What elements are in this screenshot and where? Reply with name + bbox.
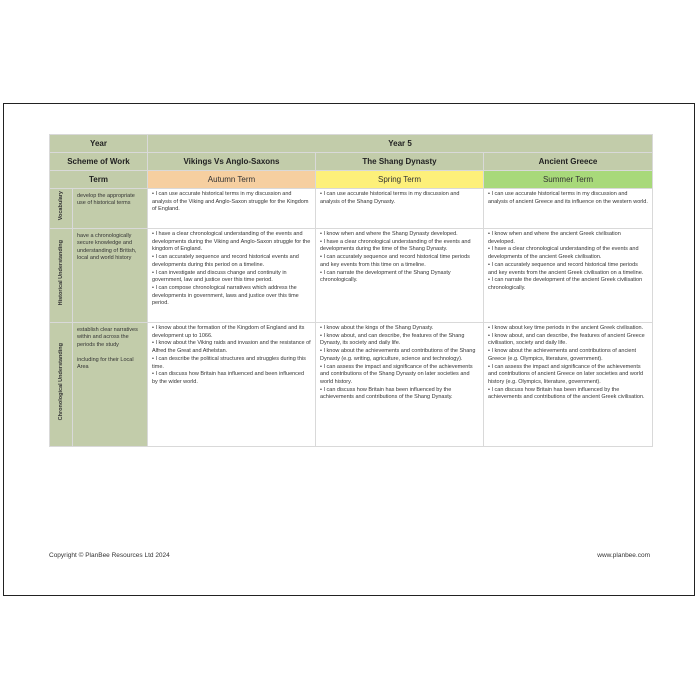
- objective-cell: • I can use accurate historical terms in my discussion and analysis of the Viking and Anglo-Saxon struggle for the Kingdom of England.: [148, 189, 316, 229]
- objective-cell: • I can use accurate historical terms in my discussion and analysis of the Shang Dynasty.: [316, 189, 484, 229]
- footer-copyright: Copyright © PlanBee Resources Ltd 2024: [49, 552, 170, 559]
- row-label-vocabulary: Vocabulary: [50, 189, 73, 229]
- objective-cell: • I know about the kings of the Shang Dynasty. • I know about, and can describe, the features of the Shang Dynasty, its society and daily life. • I know about the achievements and contributions of the Shang Dynasty (e.g. writing, agriculture, science and technology). • I can assess the impact and significance of the achievements and contributions of the Shang Dynasty on later societies and world history. • I can discuss how Britain has been influenced by the achievements and contributions of the Shang Dynasty.: [316, 323, 484, 447]
- scheme-shang: The Shang Dynasty: [316, 153, 484, 171]
- table-row: [50, 323, 653, 447]
- year-label: Year: [50, 135, 148, 153]
- table-row: [50, 189, 653, 229]
- row-description: have a chronologically secure knowledge and understanding of British, local and world history: [73, 229, 148, 323]
- scheme-label: Scheme of Work: [50, 153, 148, 171]
- row-label-chronological-understanding: Chronological Understanding: [50, 323, 73, 447]
- curriculum-table: [49, 134, 653, 447]
- objective-cell: • I know when and where the Shang Dynasty developed. • I have a clear chronological understanding of the events and developments during the time of the Shang Dynasty. • I can accurately sequence and record historical time periods and key events from this time on a timeline. • I can narrate the development of the Shang Dynasty chronologically.: [316, 229, 484, 323]
- row-label-historical-understanding: Historical Understanding: [50, 229, 73, 323]
- objective-cell: • I have a clear chronological understanding of the events and developments during the Viking and Anglo-Saxon struggle for the kingdom of England. • I can accurately sequence and record historical events and developments during this period on a timeline. • I can investigate and discuss change and continuity in government, law and justice over this time period. • I can compose chronological narratives which address the developments in government, laws and justice over this time period.: [148, 229, 316, 323]
- row-description: establish clear narratives within and across the periods the study including for their Local Area: [73, 323, 148, 447]
- term-label: Term: [50, 171, 148, 189]
- objective-cell: • I can use accurate historical terms in my discussion and analysis of ancient Greece and its influence on the western world.: [484, 189, 653, 229]
- objective-cell: • I know about key time periods in the ancient Greek civilisation. • I know about, and can describe, the features of ancient Greece civilisation, society and daily life. • I know about the achievements and contributions of ancient Greece (e.g. Olympics, literature, government). • I can assess the impact and significance of the achievements and contributions of ancient Greece on later societies and world history (e.g. Olympics, literature, government). • I can discuss how Britain has been influenced by the achievements and contributions of the ancient Greek civilisation.: [484, 323, 653, 447]
- year-value: Year 5: [148, 135, 653, 153]
- row-description: develop the appropriate use of historical terms: [73, 189, 148, 229]
- term-summer: Summer Term: [484, 171, 653, 189]
- table-row: [50, 229, 653, 323]
- objective-cell: • I know when and where the ancient Greek civilisation developed. • I have a clear chronological understanding of the events and developments of the ancient Greek civilisation. • I can accurately sequence and record historical time periods and key events from the ancient Greek civilisation on a timeline. • I can narrate the development of the ancient Greek civilisation chronologically.: [484, 229, 653, 323]
- footer-url[interactable]: www.planbee.com: [597, 552, 650, 559]
- objective-cell: • I know about the formation of the Kingdom of England and its development up to 1066. • I know about the Viking raids and invasion and the resistance of Alfred the Great and Athelstan. • I can describe the political structures and struggles during this time. • I can discuss how Britain has influenced and been influenced by the wider world.: [148, 323, 316, 447]
- scheme-vikings: Vikings Vs Anglo-Saxons: [148, 153, 316, 171]
- scheme-greece: Ancient Greece: [484, 153, 653, 171]
- term-spring: Spring Term: [316, 171, 484, 189]
- term-autumn: Autumn Term: [148, 171, 316, 189]
